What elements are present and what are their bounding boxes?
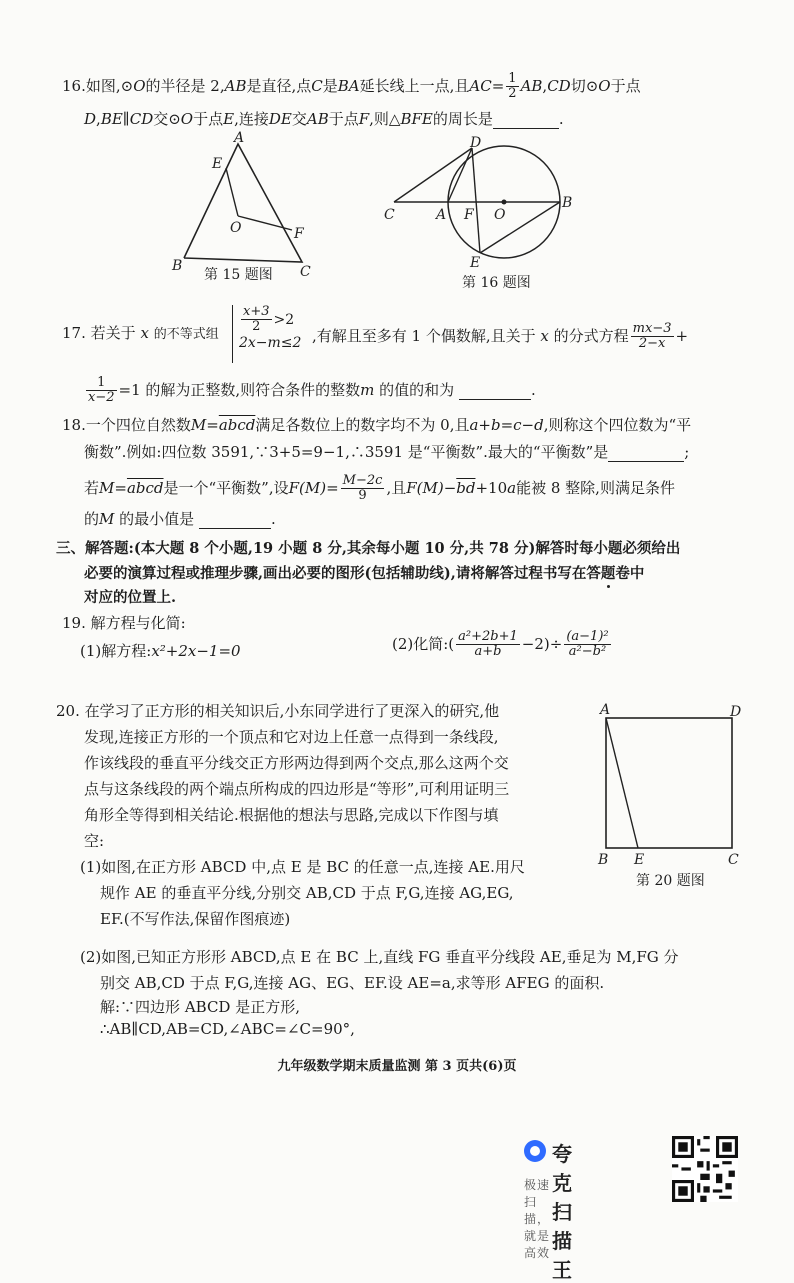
q20-line4: 点与这条线段的两个端点所构成的四边形是“等形”,可利用证明三 [84, 780, 510, 798]
q20-line6: 空: [84, 832, 105, 850]
q17-line2: $\frac{1}{x-2}$ =1 的解为正整数,则符合条件的整数m 的值的和为 . [88, 375, 536, 406]
q20-part1-line2: 规作 AE 的垂直平分线,分别交 AB,CD 于点 F,G,连接 AG,EG, [100, 884, 514, 902]
fig15-label-F: F [294, 226, 304, 242]
fig15-label-E: E [212, 156, 223, 172]
q19-part1: (1)解方程:x²+2x−1=0 [80, 642, 241, 660]
answer-blank-16 [493, 110, 559, 129]
fig16-caption: 第 16 题图 [462, 275, 531, 291]
fig16-label-A: A [436, 207, 447, 223]
scanner-brand-name: 夸克扫描王 [552, 1142, 572, 1282]
fig15-caption: 第 15 题图 [204, 267, 273, 283]
fig15-label-C: C [300, 264, 311, 280]
q19-part2: (2)化简:( $\frac{\text{a²+2b+1}}{a+b}$ −2)÷ $\frac{\text{(a−1)²}}{\text{a²−b²}}$ [392, 629, 609, 660]
q20-solution-line1: 解:∵四边形 ABCD 是正方形, [100, 998, 300, 1016]
fig15-label-O: O [230, 220, 242, 236]
fig15-label-B: B [172, 258, 183, 274]
q20-part2-line2: 别交 AB,CD 于点 F,G,连接 AG、EG、EF.设 AE=a,求等形 AFEG 的面积. [100, 974, 605, 992]
fig16-label-O: O [494, 207, 506, 223]
q18-line4: 的M 的最小值是 . [84, 510, 276, 528]
figure-16 [380, 135, 580, 270]
fig20-label-D: D [730, 704, 742, 720]
fig20-label-E: E [634, 852, 645, 868]
answer-blank-18a [608, 443, 684, 462]
q20-part1-line1: (1)如图,在正方形 ABCD 中,点 E 是 BC 的任意一点,连接 AE.用尺 [80, 858, 525, 876]
fig20-caption: 第 20 题图 [636, 873, 705, 889]
section3-line1: 三、解答题:(本大题 8 个小题,19 小题 8 分,其余每小题 10 分,共 78 分)解答时每小题必须给出 [56, 540, 681, 557]
fig20-label-B: B [598, 852, 609, 868]
answer-blank-18b [199, 510, 271, 529]
answer-blank-17 [459, 381, 531, 400]
q20-line3: 作该线段的垂直平分线交正方形两边得到两个交点,那么这两个交 [84, 754, 509, 772]
figure-20 [590, 698, 750, 868]
fig20-label-A: A [600, 702, 611, 718]
q18-line1: 18.一个四位自然数M=abcd满足各数位上的数字均不为 0,且a+b=c−d,则称这个四位数为“平 [62, 416, 692, 434]
q20-line2: 发现,连接正方形的一个顶点和它对边上任意一点得到一条线段, [84, 728, 499, 746]
q20-part2-line1: (2)如图,已知正方形形 ABCD,点 E 在 BC 上,直线 FG 垂直平分线段 AE,垂足为 M,FG 分 [80, 948, 679, 966]
fig20-label-C: C [728, 852, 739, 868]
q17-inequality-system: $\frac{x+3}{2}$ >2 2x−m≤2 [232, 305, 301, 363]
fig16-label-D: D [470, 135, 482, 151]
emphasis-dotted-text: 答题卷 [586, 565, 630, 582]
q16-line2: D,BE∥CD交⊙O于点E,连接DE交AB于点F,则△BFE的周长是 . [84, 110, 564, 128]
fig16-label-E: E [470, 255, 481, 270]
section3-line2: 必要的演算过程或推理步骤,画出必要的图形(包括辅助线),请将解答过程书写在答题卷中 [84, 565, 645, 582]
qr-code-icon [672, 1136, 738, 1202]
q20-line5: 角形全等得到相关结论.根据他的想法与思路,完成以下作图与填 [84, 806, 499, 824]
q20-part1-line3: EF.(不写作法,保留作图痕迹) [100, 910, 291, 928]
scanner-slogan: 极速扫描，就是高效 [524, 1178, 551, 1260]
q18-line3: 若M=abcd是一个“平衡数”,设F(M)= $\frac{M-2c}{9}$ ,且$F(M)-\overline{bd}+10a$能被 8 整除,则满足条件 [84, 473, 675, 504]
fig16-label-C: C [384, 207, 395, 223]
q18-line2: 衡数”.例如:四位数 3591,∵3+5=9−1,∴3591 是“平衡数”.最大的“平衡数”是 ; [84, 443, 690, 461]
q17-line1: 17. 若关于 x 的不等式组 [62, 324, 219, 342]
q17-line1-cont: ,有解且至多有 1 个偶数解,且关于 x 的分式方程 $\frac{mx-3}{2-x}$ + [312, 321, 689, 352]
q16-line1: 16.如图,⊙O的半径是 2,AB是直径,点C是BA延长线上一点,且AC= $\frac{1}{2}$ AB,CD切⊙O于点 [62, 71, 641, 102]
q19-title: 19. 解方程与化简: [62, 614, 186, 632]
scanner-logo-icon [524, 1140, 546, 1162]
q20-solution-line2: ∴AB∥CD,AB=CD,∠ABC=∠C=90°, [100, 1020, 355, 1038]
fraction-half: $\frac{1}{2}$ [508, 71, 517, 102]
fig15-label-A: A [234, 130, 245, 146]
section3-line3: 对应的位置上. [84, 589, 177, 606]
q20-line1: 20. 在学习了正方形的相关知识后,小东同学进行了更深入的研究,他 [56, 702, 500, 720]
fig16-label-B: B [562, 195, 573, 211]
fig16-label-F: F [464, 207, 474, 223]
page-footer: 九年级数学期末质量监测 第 3 页共(6)页 [277, 1059, 517, 1074]
